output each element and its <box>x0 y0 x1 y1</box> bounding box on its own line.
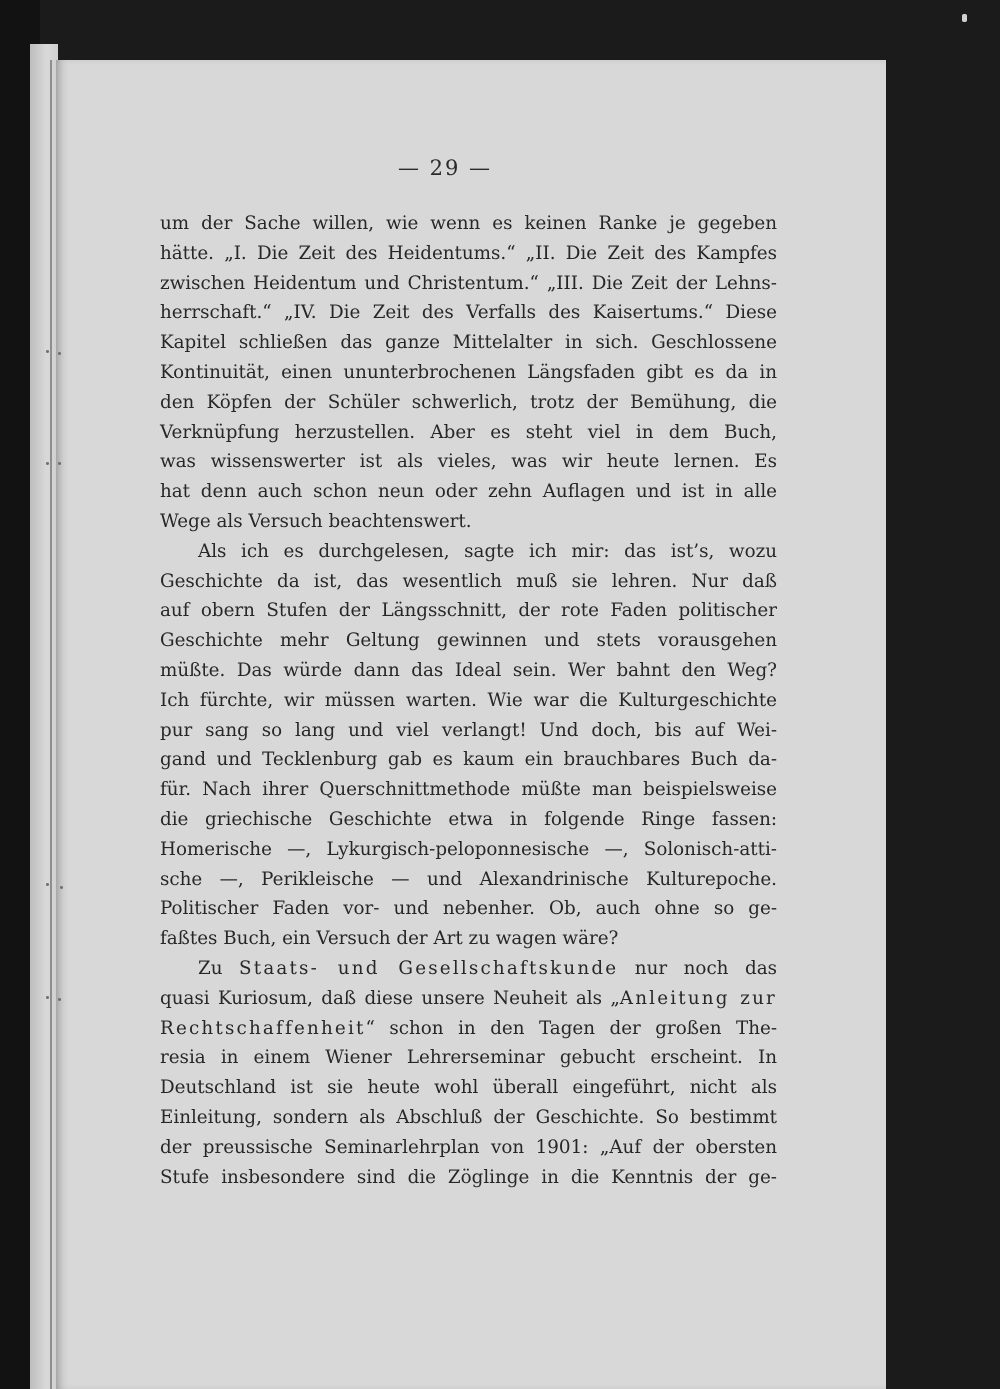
text-line: den Köpfen der Schüler schwerlich, trotz der Bemühung, die <box>160 391 777 413</box>
text-line: zwischen Heidentum und Christentum.“ „III. Die Zeit der Lehns- <box>160 272 777 294</box>
text-line: Einleitung, sondern als Abschluß der Geschichte. So bestimmt <box>160 1106 777 1128</box>
text-line: Politischer Faden vor- und nebenher. Ob, auch ohne so ge- <box>160 898 777 920</box>
margin-mark <box>58 352 61 355</box>
text-line: resia in einem Wiener Lehrerseminar gebucht erscheint. In <box>160 1047 777 1069</box>
margin-mark <box>58 462 61 465</box>
text-line <box>160 984 777 1014</box>
text-line: auf obern Stufen der Längsschnitt, der rote Faden politischer <box>160 600 777 622</box>
spaced-text: Anleitung zur <box>619 987 777 1009</box>
binding-edge <box>30 44 58 1389</box>
text-line: müßte. Das würde dann das Ideal sein. Wer bahnt den Weg? <box>160 659 777 681</box>
text-line: faßtes Buch, ein Versuch der Art zu wagen wäre? <box>160 928 619 950</box>
margin-mark <box>46 883 49 886</box>
text-segment: Zu <box>198 957 240 979</box>
text-line: Ich fürchte, wir müssen warten. Wie war die Kulturgeschichte <box>160 689 777 711</box>
text-line: Kapitel schließen das ganze Mittelalter in sich. Geschlossene <box>160 332 777 354</box>
text-line: gand und Tecklenburg gab es kaum ein brauchbares Buch da- <box>160 749 777 771</box>
text-line: hat denn auch schon neun oder zehn Auflagen und ist in alle <box>160 481 777 503</box>
text-line: Verknüpfung herzustellen. Aber es steht viel in dem Buch, <box>160 421 777 443</box>
text-line: der preussische Seminarlehrplan von 1901: „Auf der obersten <box>160 1136 777 1158</box>
spaced-text: Rechtschaffenheit <box>160 1017 366 1039</box>
text-segment: “ schon in den Tagen der großen The- <box>365 1017 777 1039</box>
text-line: Geschichte mehr Geltung gewinnen und stets vorausgehen <box>160 630 777 652</box>
text-line: Stufe insbesondere sind die Zöglinge in die Kenntnis der ge- <box>160 1166 777 1188</box>
margin-mark <box>46 996 49 999</box>
margin-mark <box>46 350 49 353</box>
page-number: — 29 — <box>397 156 493 180</box>
text-line <box>160 954 777 984</box>
spaced-text: Staats- und Gesellschaftskunde <box>239 957 619 979</box>
text-line: pur sang so lang und viel verlangt! Und doch, bis auf Wei- <box>160 719 777 741</box>
text-segment: nur noch das <box>618 957 777 979</box>
binding-line <box>50 60 52 1389</box>
corner-mark <box>962 14 967 22</box>
text-line: für. Nach ihrer Querschnittmethode müßte man beispielsweise <box>160 779 777 801</box>
text-line: sche —, Perikleische — und Alexandrinische Kulturepoche. <box>160 868 777 890</box>
body-text <box>160 209 777 1192</box>
text-line: Deutschland ist sie heute wohl überall eingeführt, nicht als <box>160 1077 777 1099</box>
text-line: Geschichte da ist, das wesentlich muß sie lehren. Nur daß <box>160 570 777 592</box>
text-line: die griechische Geschichte etwa in folgende Ringe fassen: <box>160 808 777 830</box>
margin-mark <box>58 998 61 1001</box>
text-line <box>160 1014 777 1044</box>
margin-mark <box>60 886 63 889</box>
text-line: was wissenswerter ist als vieles, was wir heute lernen. Es <box>160 451 777 473</box>
text-line: herrschaft.“ „IV. Die Zeit des Verfalls des Kaisertums.“ Diese <box>160 302 777 324</box>
text-line: um der Sache willen, wie wenn es keinen Ranke je gegeben <box>160 213 777 234</box>
text-line: Als ich es durchgelesen, sagte ich mir: das ist’s, wozu <box>198 540 777 562</box>
text-line: Homerische —, Lykurgisch-peloponnesische —, Solonisch-atti- <box>160 838 777 860</box>
text-line: Kontinuität, einen ununterbrochenen Längsfaden gibt es da in <box>160 361 777 383</box>
text-line: Wege als Versuch beachtenswert. <box>160 510 472 532</box>
text-segment: quasi Kuriosum, daß diese unsere Neuheit als „ <box>160 987 620 1009</box>
margin-mark <box>46 462 49 465</box>
text-line: hätte. „I. Die Zeit des Heidentums.“ „II. Die Zeit des Kampfes <box>160 242 777 264</box>
